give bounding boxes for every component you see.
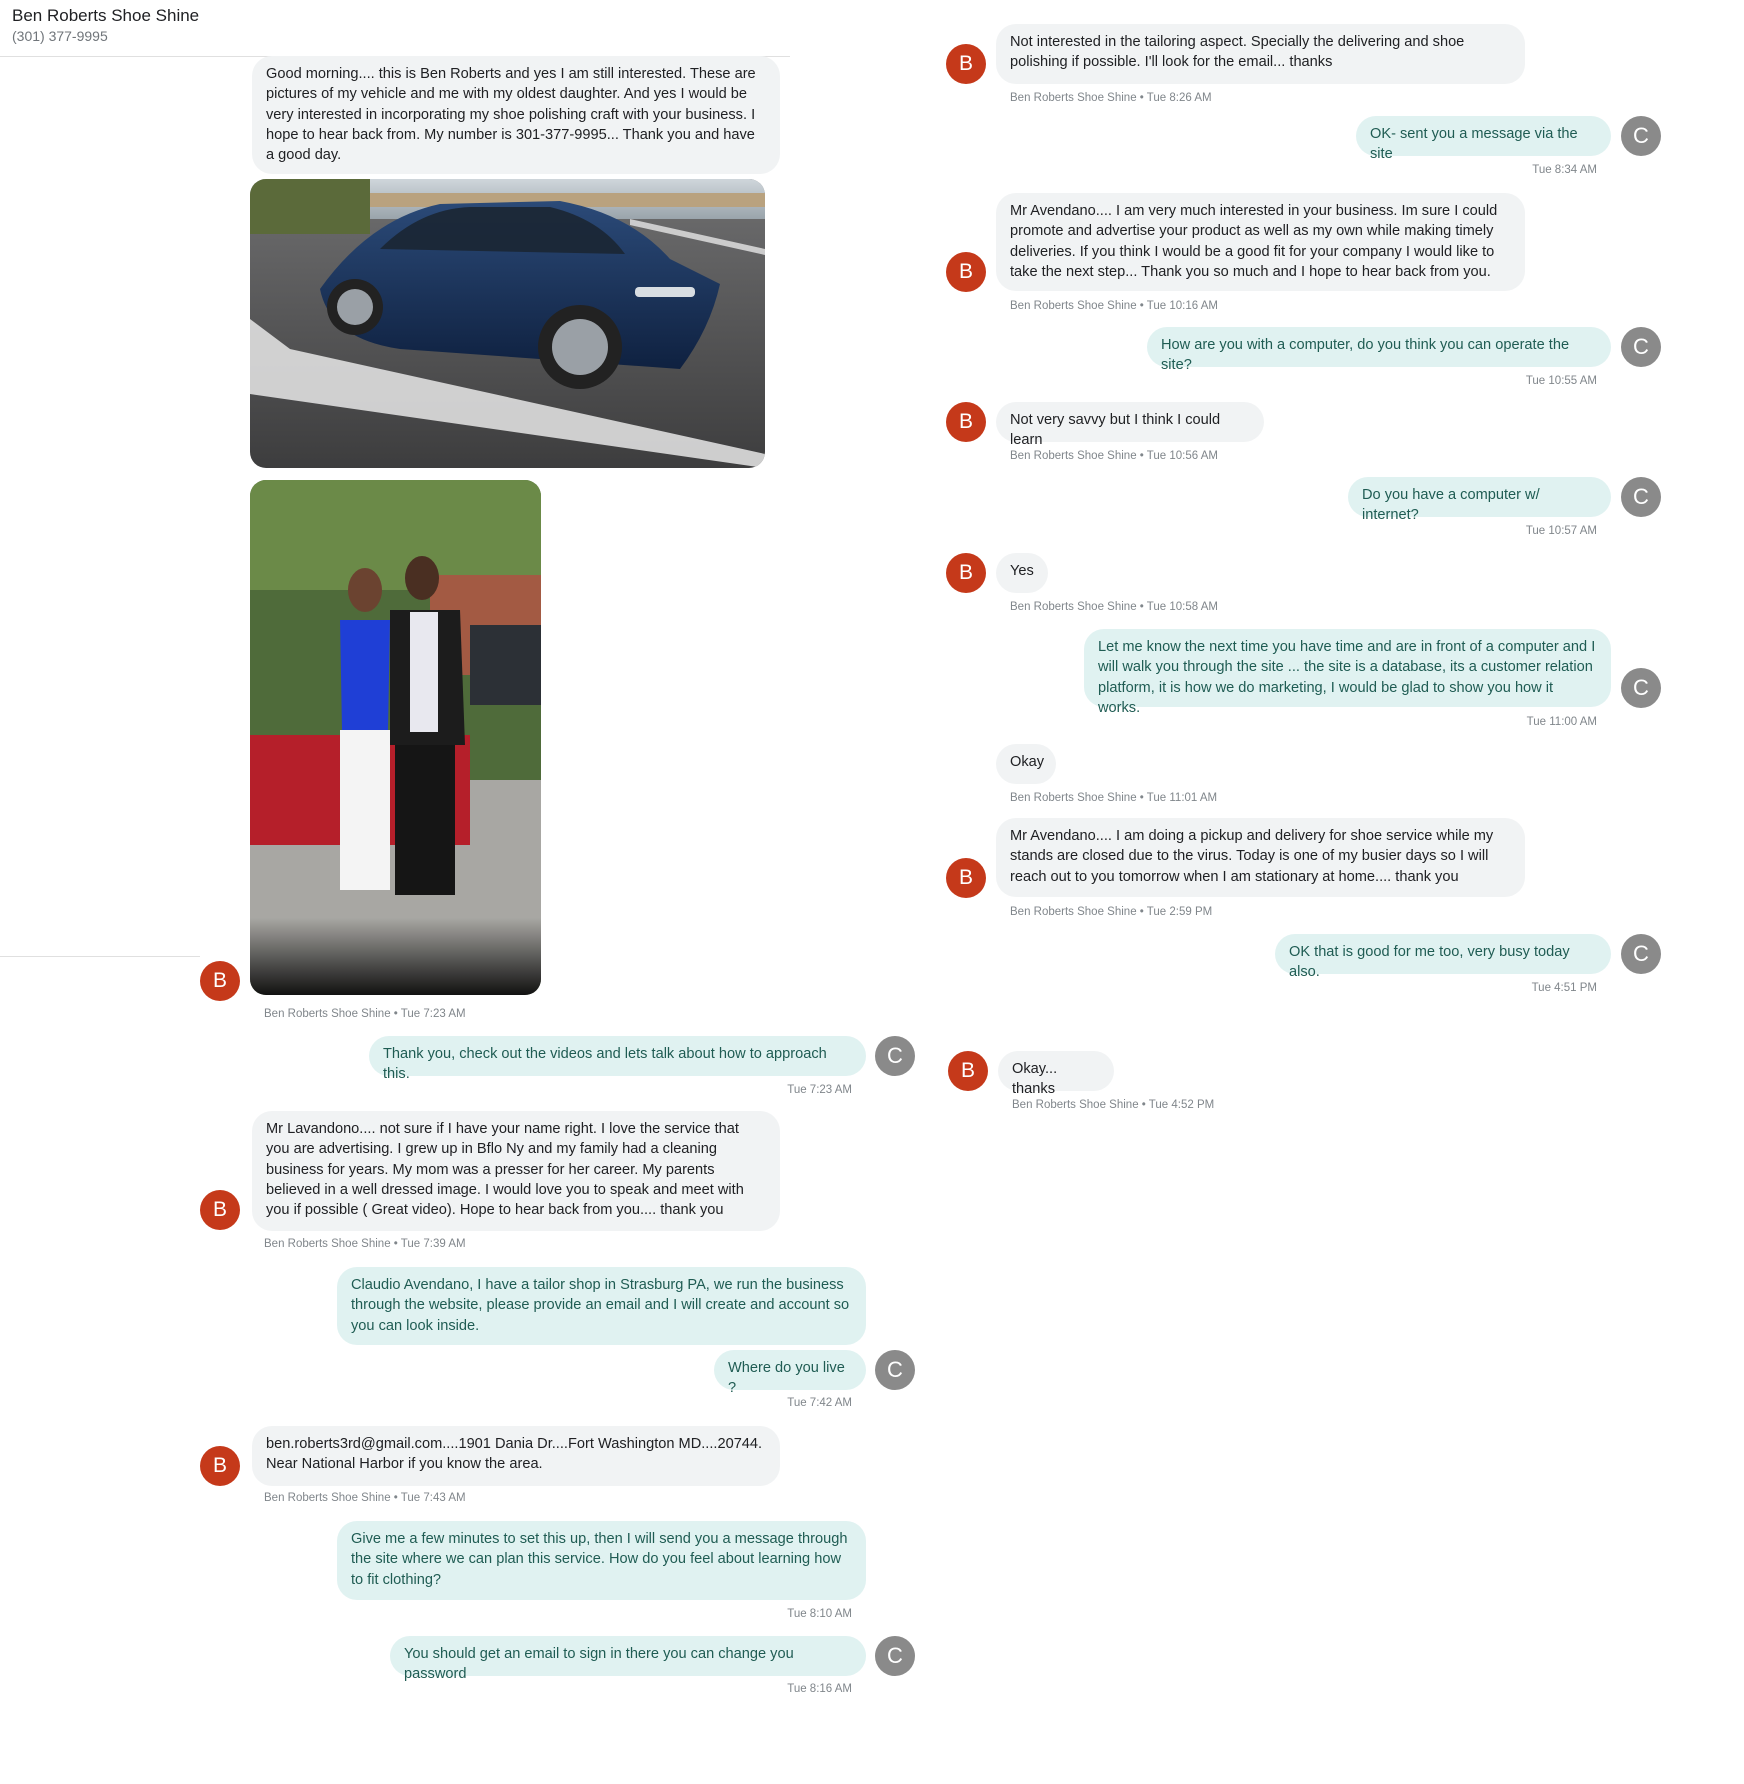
message-bubble-incoming[interactable]: Yes bbox=[996, 553, 1048, 593]
message-bubble-outgoing[interactable]: OK that is good for me too, very busy today also. bbox=[1275, 934, 1611, 974]
divider bbox=[0, 956, 200, 957]
message-bubble-incoming[interactable]: Mr Lavandono.... not sure if I have your name right. I love the service that you are advertising. I grew up in Bflo Ny and my family had a cleaning business for years. My mom was a presser for her career. My parents believed in a well dressed image. I would love you to speak and meet with you if possible ( Great video). Hope to hear back from you.... thank you bbox=[252, 1111, 780, 1231]
message-bubble-outgoing[interactable]: How are you with a computer, do you think you can operate the site? bbox=[1147, 327, 1611, 367]
message-timestamp: Ben Roberts Shoe Shine • Tue 7:23 AM bbox=[264, 1008, 466, 1020]
message-bubble-outgoing[interactable]: Claudio Avendano, I have a tailor shop in Strasburg PA, we run the business through the website, please provide an email and I will create and account so you can look inside. bbox=[337, 1267, 866, 1345]
contact-avatar[interactable]: B bbox=[200, 1446, 240, 1486]
contact-avatar[interactable]: B bbox=[946, 44, 986, 84]
self-avatar[interactable]: C bbox=[875, 1350, 915, 1390]
message-timestamp: Ben Roberts Shoe Shine • Tue 7:39 AM bbox=[264, 1238, 466, 1250]
message-timestamp: Ben Roberts Shoe Shine • Tue 4:52 PM bbox=[1012, 1099, 1215, 1111]
conversation-header bbox=[0, 0, 790, 57]
contact-avatar[interactable]: B bbox=[946, 402, 986, 442]
message-timestamp: Ben Roberts Shoe Shine • Tue 2:59 PM bbox=[1010, 906, 1213, 918]
self-avatar[interactable]: C bbox=[1621, 668, 1661, 708]
message-timestamp: Tue 11:00 AM bbox=[1526, 716, 1597, 728]
message-bubble-outgoing[interactable]: You should get an email to sign in there you can change you password bbox=[390, 1636, 866, 1676]
self-avatar[interactable]: C bbox=[1621, 327, 1661, 367]
message-bubble-incoming[interactable]: Okay... thanks bbox=[998, 1051, 1114, 1091]
message-bubble-incoming[interactable]: Not very savvy but I think I could learn bbox=[996, 402, 1264, 442]
self-avatar[interactable]: C bbox=[875, 1636, 915, 1676]
message-timestamp: Tue 7:23 AM bbox=[787, 1084, 852, 1096]
contact-avatar[interactable]: B bbox=[948, 1051, 988, 1091]
message-bubble-outgoing[interactable]: Give me a few minutes to set this up, then I will send you a message through the site where we can plan this service. How do you feel about learning how to fit clothing? bbox=[337, 1521, 866, 1600]
message-bubble-incoming[interactable]: Not interested in the tailoring aspect. Specially the delivering and shoe polishing if possible. I'll look for the email... thanks bbox=[996, 24, 1525, 84]
message-timestamp: Tue 8:16 AM bbox=[787, 1683, 852, 1695]
self-avatar[interactable]: C bbox=[1621, 116, 1661, 156]
contact-name: Ben Roberts Shoe Shine bbox=[12, 6, 200, 25]
message-bubble-incoming[interactable]: Mr Avendano.... I am very much interested in your business. Im sure I could promote and advertise your product as well as my own while making timely deliveries. If you think I would be a good fit for your company I would like to take the next step... Thank you so much and I hope to hear back from you. bbox=[996, 193, 1525, 291]
message-bubble-incoming[interactable]: Okay bbox=[996, 744, 1056, 784]
contact-avatar[interactable]: B bbox=[200, 961, 240, 1001]
message-timestamp: Tue 10:55 AM bbox=[1525, 375, 1597, 387]
message-bubble-outgoing[interactable]: OK- sent you a message via the site bbox=[1356, 116, 1611, 156]
message-bubble-incoming[interactable]: ben.roberts3rd@gmail.com....1901 Dania Dr....Fort Washington MD....20744. Near National Harbor if you know the area. bbox=[252, 1426, 780, 1486]
message-timestamp: Tue 10:57 AM bbox=[1525, 525, 1597, 537]
message-timestamp: Ben Roberts Shoe Shine • Tue 11:01 AM bbox=[1010, 792, 1218, 804]
message-bubble-incoming[interactable]: Good morning.... this is Ben Roberts and yes I am still interested. These are pictures of my vehicle and me with my oldest daughter. And yes I would be very interested in incorporating my shoe polishing craft with your business. I hope to hear back from. My number is 301-377-9995... Thank you and have a good day. bbox=[252, 56, 780, 174]
message-timestamp: Tue 8:10 AM bbox=[787, 1608, 852, 1620]
message-bubble-outgoing[interactable]: Do you have a computer w/ internet? bbox=[1348, 477, 1611, 517]
self-avatar[interactable]: C bbox=[1621, 477, 1661, 517]
message-bubble-incoming[interactable]: Mr Avendano.... I am doing a pickup and delivery for shoe service while my stands are closed due to the virus. Today is one of my busier days so I will reach out to you tomorrow when I am stationary at home.... thank you bbox=[996, 818, 1525, 897]
contact-avatar[interactable]: B bbox=[946, 553, 986, 593]
message-timestamp: Tue 8:34 AM bbox=[1532, 164, 1597, 176]
message-timestamp: Ben Roberts Shoe Shine • Tue 8:26 AM bbox=[1010, 92, 1212, 104]
message-timestamp: Ben Roberts Shoe Shine • Tue 10:16 AM bbox=[1010, 300, 1218, 312]
contact-phone: (301) 377-9995 bbox=[12, 28, 108, 44]
contact-avatar[interactable]: B bbox=[946, 252, 986, 292]
message-timestamp: Tue 4:51 PM bbox=[1531, 982, 1597, 994]
message-bubble-outgoing[interactable]: Where do you live ? bbox=[714, 1350, 866, 1390]
car-photo[interactable] bbox=[250, 179, 765, 468]
people-photo[interactable] bbox=[250, 480, 541, 995]
message-bubble-outgoing[interactable]: Thank you, check out the videos and lets talk about how to approach this. bbox=[369, 1036, 866, 1076]
message-bubble-outgoing[interactable]: Let me know the next time you have time and are in front of a computer and I will walk you through the site ... the site is a database, its a customer relation platform, it is how we do marketing, I would be glad to show you how it works. bbox=[1084, 629, 1611, 707]
contact-avatar[interactable]: B bbox=[200, 1190, 240, 1230]
message-timestamp: Ben Roberts Shoe Shine • Tue 10:58 AM bbox=[1010, 601, 1218, 613]
self-avatar[interactable]: C bbox=[1621, 934, 1661, 974]
message-timestamp: Ben Roberts Shoe Shine • Tue 7:43 AM bbox=[264, 1492, 466, 1504]
message-timestamp: Tue 7:42 AM bbox=[787, 1397, 852, 1409]
message-timestamp: Ben Roberts Shoe Shine • Tue 10:56 AM bbox=[1010, 450, 1218, 462]
self-avatar[interactable]: C bbox=[875, 1036, 915, 1076]
contact-avatar[interactable]: B bbox=[946, 858, 986, 898]
